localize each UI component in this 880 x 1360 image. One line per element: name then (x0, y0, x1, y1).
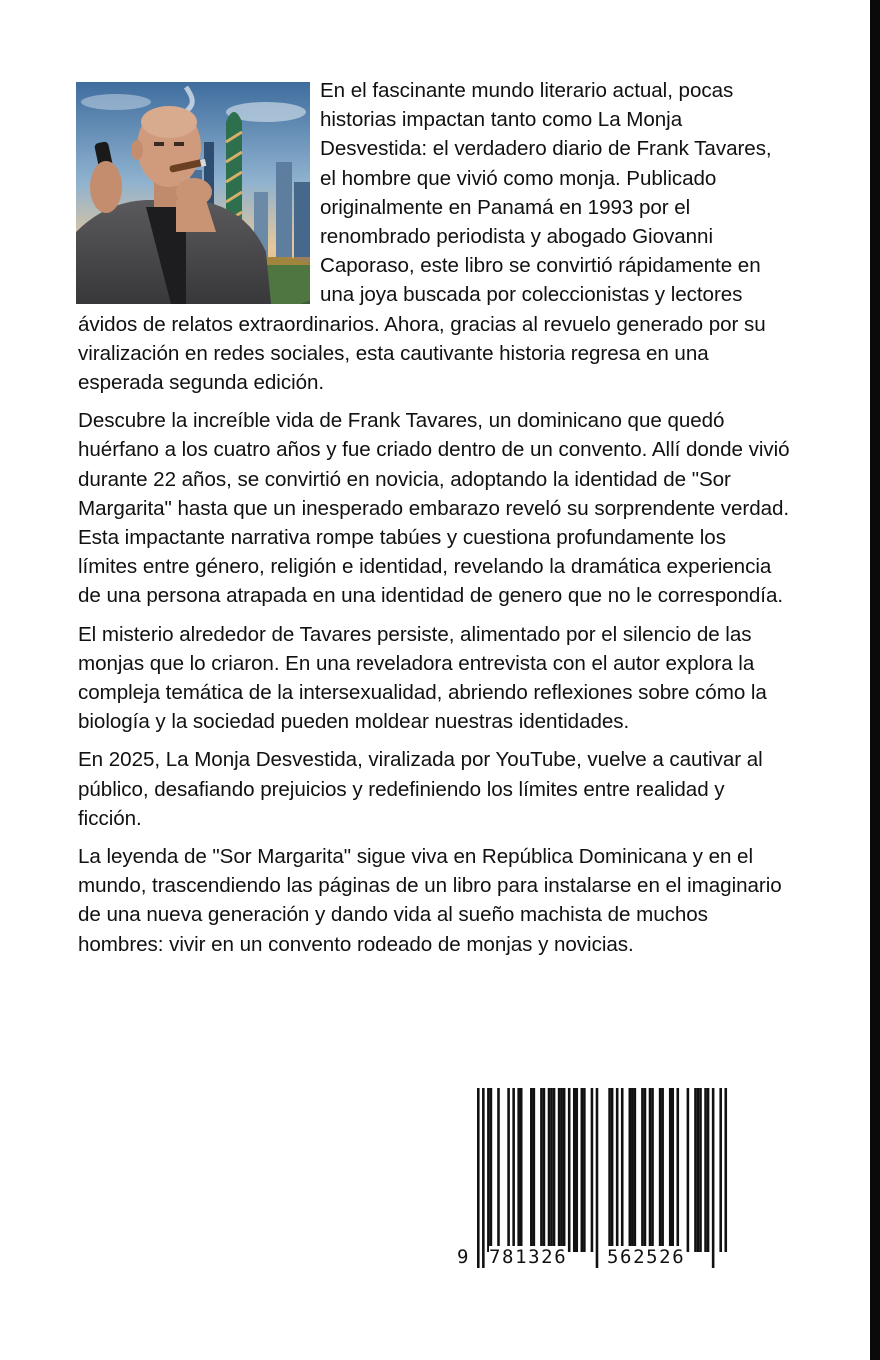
barcode-bar (583, 1088, 586, 1252)
barcode-bar (719, 1088, 722, 1252)
barcode-bar (490, 1088, 493, 1252)
barcode-digits (455, 1246, 731, 1272)
page-edge (870, 0, 880, 1360)
barcode-digits-right: 562526 (607, 1246, 686, 1268)
barcode-bar (641, 1088, 644, 1252)
barcode-bar (651, 1088, 654, 1252)
paragraph-3: El misterio alrededor de Tavares persiste, alimentado por el silencio de las monjas que lo criaron. En una reveladora entrevista con el autor explora la compleja temática de la intersexualidad, abriendo reflexiones sobre cómo la biología y la sociedad pueden moldear nuestras identidades. (78, 622, 767, 734)
barcode-bar (629, 1088, 632, 1252)
barcode-bar (707, 1088, 710, 1252)
barcode-bar (699, 1088, 702, 1252)
barcode-bar (512, 1088, 515, 1252)
barcode-bar (687, 1088, 690, 1252)
barcode-bar (669, 1088, 672, 1252)
barcode-bar (644, 1088, 647, 1252)
barcode-bar (533, 1088, 536, 1252)
isbn-barcode (455, 1086, 731, 1272)
barcode-bar (634, 1088, 637, 1252)
paragraph-1: En el fascinante mundo literario actual, pocas historias impactan tanto como La Monja Desvestida: el verdadero diario de Frank Tavares, el hombre que vivió como monja. Publicado originalmente en Panamá en 1993 por el renombrado periodista y abogado Giovanni Caporaso, este libro se convirtió rápidamente en una joya buscada por coleccionistas y lectores ávidos de relatos extraordinarios. Ahora, gracias al revuelo generado por su viralización en redes sociales, esta cautivante historia regresa en una esperada segunda edición. (78, 79, 772, 395)
barcode-digit-first: 9 (457, 1246, 471, 1268)
barcode-bar (520, 1088, 523, 1252)
barcode-bar (487, 1088, 490, 1252)
barcode-bar (712, 1088, 715, 1268)
barcode-bar (530, 1088, 533, 1252)
paragraph-2: Descubre la increíble vida de Frank Tavares, un dominicano que quedó huérfano a los cuatro años y fue criado dentro de un convento. Allí donde vivió durante 22 años, se convirtió en novicia, adoptando la identidad de "Sor Margarita" hasta que un inesperado embarazo reveló su sorprendente verdad. Esta impactante narrativa rompe tabúes y cuestiona profundamente los límites entre género, religión e identidad, revelando la dramática experiencia de una persona atrapada en una identidad de genero que no le correspondía. (78, 409, 790, 608)
barcode-bar (573, 1088, 576, 1252)
paragraph-4: En 2025, La Monja Desvestida, viralizada por YouTube, vuelve a cautivar al público, desafiando prejuicios y redefiniendo los límites entre realidad y ficción. (78, 748, 763, 830)
barcode-bar (694, 1088, 697, 1252)
barcode-bar (676, 1088, 679, 1252)
barcode-bar (548, 1088, 551, 1252)
barcode-bar (581, 1088, 584, 1252)
barcode-bar (671, 1088, 674, 1252)
barcode-bar (616, 1088, 619, 1252)
barcode-bar (560, 1088, 563, 1252)
barcode-bar (591, 1088, 594, 1252)
barcode-bar (724, 1088, 727, 1252)
barcode-bar (659, 1088, 662, 1252)
barcode-bar (558, 1088, 561, 1252)
barcode-icon (455, 1086, 731, 1272)
barcode-bar (661, 1088, 664, 1252)
barcode-bar (550, 1088, 553, 1252)
barcode-bar (540, 1088, 543, 1252)
barcode-bar (517, 1088, 520, 1252)
barcode-bar (704, 1088, 707, 1252)
paragraph-5: La leyenda de "Sor Margarita" sigue viva en República Dominicana y en el mundo, trascendiendo las páginas de un libro para instalarse en el imaginario de una nueva generación y dando vida al sueño machista de muchos hombres: vivir en un convento rodeado de monjas y novicias. (78, 845, 782, 956)
barcode-bar (697, 1088, 700, 1252)
barcode-bar (649, 1088, 652, 1252)
barcode-bar (507, 1088, 510, 1252)
barcode-digits-left: 781326 (489, 1246, 568, 1268)
barcode-bar (553, 1088, 556, 1252)
barcode-bar (608, 1088, 611, 1252)
barcode-bar (631, 1088, 634, 1252)
barcode-bar (482, 1088, 485, 1268)
barcode-bar (596, 1088, 599, 1268)
back-cover-text (78, 76, 790, 968)
barcode-bar (563, 1088, 566, 1252)
barcode-bar (568, 1088, 571, 1252)
barcode-bar (611, 1088, 614, 1252)
author-portrait-icon (76, 82, 310, 304)
barcode-bar (543, 1088, 546, 1252)
barcode-bar (477, 1088, 480, 1268)
barcode-bar (497, 1088, 500, 1252)
barcode-bar (575, 1088, 578, 1252)
barcode-bar (621, 1088, 624, 1252)
